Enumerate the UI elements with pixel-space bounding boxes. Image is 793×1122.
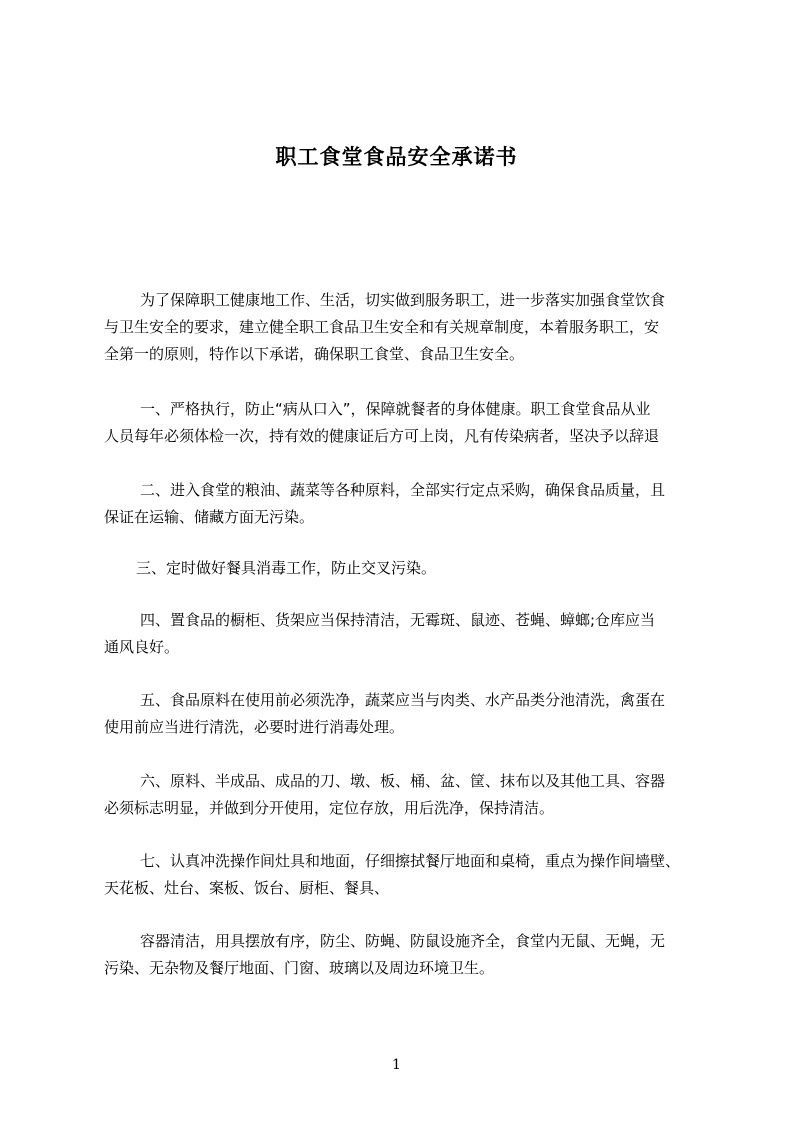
paragraph-line: 通风良好。 <box>104 638 180 656</box>
page-number: 1 <box>392 1057 401 1073</box>
paragraph-line: 污染、无杂物及餐厅地面、门窗、玻璃以及周边环境卫生。 <box>104 959 495 977</box>
clause-seven-paragraph <box>104 848 710 902</box>
paragraph-line: 保证在运输、储藏方面无污染。 <box>104 508 315 526</box>
paragraph-line: 必须标志明显，并做到分开使用，定位存放，用后洗净，保持清洁。 <box>104 799 555 817</box>
paragraph-line: 与卫生安全的要求，建立健全职工食品卫生安全和有关规章制度，本着服务职工，安 <box>104 318 660 336</box>
paragraph-line: 全第一的原则，特作以下承诺，确保职工食堂、食品卫生安全。 <box>104 345 525 363</box>
paragraph-line: 七、认真冲洗操作间灶具和地面，仔细擦拭餐厅地面和桌椅，重点为操作间墙壁、 <box>140 852 681 870</box>
document-title: 职工食堂食品安全承诺书 <box>275 145 518 169</box>
intro-paragraph <box>104 287 710 368</box>
paragraph-line: 五、食品原料在使用前必须洗净，蔬菜应当与肉类、水产品类分池清洗，禽蛋在 <box>140 691 666 709</box>
clause-one-paragraph <box>104 396 710 450</box>
paragraph-line: 为了保障职工健康地工作、生活，切实做到服务职工，进一步落实加强食堂饮食 <box>140 291 666 309</box>
paragraph-line: 二、进入食堂的粮油、蔬菜等各种原料，全部实行定点采购，确保食品质量，且 <box>140 481 666 499</box>
paragraph-line: 容器清洁，用具摆放有序，防尘、防蝇、防鼠设施齐全，食堂内无鼠、无蝇，无 <box>140 932 666 950</box>
paragraph-line: 一、严格执行，防止“病从口入”，保障就餐者的身体健康。职工食堂食品从业 <box>140 400 651 418</box>
clause-four-paragraph <box>104 607 710 661</box>
paragraph-line: 六、原料、半成品、成品的刀、墩、板、桶、盆、筐、抹布以及其他工具、容器 <box>140 772 666 790</box>
paragraph-line: 使用前应当进行清洗，必要时进行消毒处理。 <box>104 718 405 736</box>
paragraph-line: 人员每年必须体检一次，持有效的健康证后方可上岗，凡有传染病者，坚决予以辞退 <box>104 427 660 445</box>
clause-five-paragraph <box>104 687 710 741</box>
paragraph-line: 三、定时做好餐具消毒工作，防止交叉污染。 <box>136 559 437 577</box>
clause-two-paragraph <box>104 477 710 531</box>
clause-three-paragraph <box>104 555 710 582</box>
paragraph-line: 天花板、灶台、案板、饭台、厨柜、餐具、 <box>104 879 390 897</box>
paragraph-line: 四、置食品的橱柜、货架应当保持清洁，无霉斑、鼠迹、苍蝇、蟑螂;仓库应当 <box>140 611 656 629</box>
clause-six-paragraph <box>104 768 710 822</box>
clause-seven-continuation-paragraph <box>104 928 710 982</box>
